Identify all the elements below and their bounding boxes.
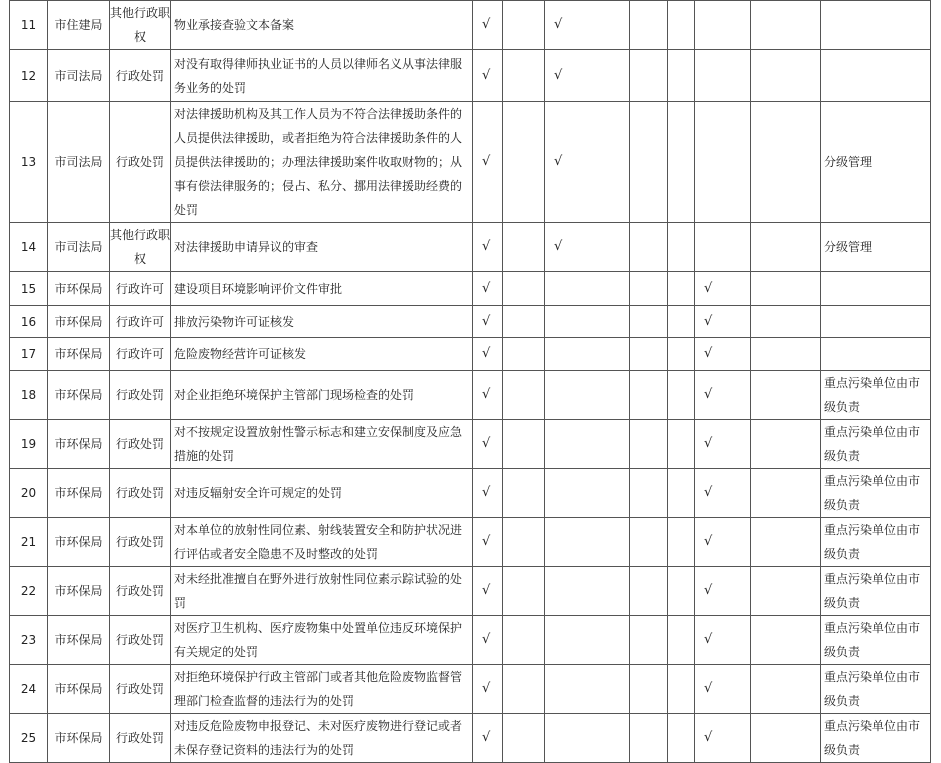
check-cell bbox=[545, 616, 630, 665]
item-name-cell: 排放污染物许可证核发 bbox=[171, 306, 473, 338]
department-cell: 市环保局 bbox=[48, 272, 110, 306]
remark-cell: 重点污染单位由市级负责 bbox=[821, 420, 931, 469]
check-cell bbox=[503, 223, 545, 272]
check-cell bbox=[503, 616, 545, 665]
check-cell bbox=[545, 567, 630, 616]
check-cell bbox=[473, 420, 503, 469]
department-cell: 市环保局 bbox=[48, 567, 110, 616]
check-cell bbox=[503, 665, 545, 714]
remark-cell: 重点污染单位由市级负责 bbox=[821, 714, 931, 763]
check-mark-icon: √ bbox=[704, 436, 713, 451]
table-row bbox=[10, 50, 931, 102]
check-mark-icon: √ bbox=[704, 583, 713, 598]
row-number: 12 bbox=[10, 50, 48, 102]
check-mark-icon: √ bbox=[704, 730, 713, 745]
check-cell bbox=[695, 371, 751, 420]
check-mark-icon: √ bbox=[704, 632, 713, 647]
check-cell bbox=[630, 223, 668, 272]
check-cell bbox=[668, 714, 695, 763]
item-name-cell: 对不按规定设置放射性警示标志和建立安保制度及应急措施的处罚 bbox=[171, 420, 473, 469]
remark-cell: 重点污染单位由市级负责 bbox=[821, 371, 931, 420]
item-name-cell: 对医疗卫生机构、医疗废物集中处置单位违反环境保护有关规定的处罚 bbox=[171, 616, 473, 665]
department-cell: 市司法局 bbox=[48, 50, 110, 102]
department-cell: 市环保局 bbox=[48, 420, 110, 469]
department-cell: 市环保局 bbox=[48, 338, 110, 371]
remark-cell: 分级管理 bbox=[821, 102, 931, 223]
check-cell bbox=[630, 338, 668, 371]
check-cell bbox=[668, 50, 695, 102]
department-cell: 市环保局 bbox=[48, 306, 110, 338]
check-cell bbox=[751, 371, 821, 420]
check-cell bbox=[695, 272, 751, 306]
check-mark-icon: √ bbox=[482, 154, 491, 169]
remark-cell: 重点污染单位由市级负责 bbox=[821, 469, 931, 518]
check-cell bbox=[630, 102, 668, 223]
check-cell bbox=[695, 50, 751, 102]
check-mark-icon: √ bbox=[482, 583, 491, 598]
check-cell bbox=[668, 1, 695, 50]
power-type-cell: 行政处罚 bbox=[110, 567, 171, 616]
table-row bbox=[10, 518, 931, 567]
table-row bbox=[10, 714, 931, 763]
check-cell bbox=[668, 102, 695, 223]
item-name-cell: 建设项目环境影响评价文件审批 bbox=[171, 272, 473, 306]
check-cell bbox=[630, 665, 668, 714]
table-row bbox=[10, 338, 931, 371]
check-cell bbox=[473, 272, 503, 306]
check-cell bbox=[668, 223, 695, 272]
check-mark-icon: √ bbox=[482, 681, 491, 696]
remark-cell bbox=[821, 338, 931, 371]
check-cell bbox=[751, 223, 821, 272]
check-cell bbox=[751, 469, 821, 518]
check-cell bbox=[751, 338, 821, 371]
check-mark-icon: √ bbox=[704, 681, 713, 696]
table-row bbox=[10, 616, 931, 665]
table-row bbox=[10, 469, 931, 518]
check-cell bbox=[751, 272, 821, 306]
check-cell bbox=[751, 518, 821, 567]
check-cell bbox=[503, 469, 545, 518]
table-row bbox=[10, 567, 931, 616]
department-cell: 市环保局 bbox=[48, 469, 110, 518]
department-cell: 市环保局 bbox=[48, 665, 110, 714]
table-row bbox=[10, 272, 931, 306]
check-cell bbox=[503, 102, 545, 223]
power-type-cell: 行政处罚 bbox=[110, 469, 171, 518]
check-cell bbox=[473, 338, 503, 371]
check-cell bbox=[630, 518, 668, 567]
check-cell bbox=[473, 306, 503, 338]
check-cell bbox=[630, 714, 668, 763]
check-mark-icon: √ bbox=[554, 239, 563, 254]
check-mark-icon: √ bbox=[704, 280, 713, 296]
check-cell bbox=[630, 469, 668, 518]
check-cell bbox=[503, 518, 545, 567]
check-mark-icon: √ bbox=[482, 632, 491, 647]
power-type-cell: 行政处罚 bbox=[110, 714, 171, 763]
table-row bbox=[10, 306, 931, 338]
power-type-cell: 行政许可 bbox=[110, 272, 171, 306]
check-cell bbox=[695, 518, 751, 567]
row-number: 20 bbox=[10, 469, 48, 518]
remark-cell bbox=[821, 50, 931, 102]
row-number: 16 bbox=[10, 306, 48, 338]
power-type-cell: 行政处罚 bbox=[110, 371, 171, 420]
item-name-cell: 物业承接查验文本备案 bbox=[171, 1, 473, 50]
check-cell bbox=[695, 420, 751, 469]
check-cell bbox=[751, 665, 821, 714]
check-cell bbox=[695, 306, 751, 338]
check-cell bbox=[473, 469, 503, 518]
check-cell bbox=[503, 272, 545, 306]
check-cell bbox=[503, 50, 545, 102]
check-cell bbox=[695, 338, 751, 371]
check-mark-icon: √ bbox=[482, 67, 491, 83]
check-cell bbox=[751, 420, 821, 469]
item-name-cell: 对法律援助机构及其工作人员为不符合法律援助条件的人员提供法律援助，或者拒绝为符合法律援助条件的人员提供法律援助的；办理法律援助案件收取财物的；从事有偿法律服务的；侵占、私分、挪用法律援助经费的处罚 bbox=[171, 102, 473, 223]
check-cell bbox=[751, 616, 821, 665]
check-cell bbox=[668, 616, 695, 665]
remark-cell bbox=[821, 306, 931, 338]
check-cell bbox=[503, 420, 545, 469]
check-cell bbox=[695, 1, 751, 50]
row-number: 17 bbox=[10, 338, 48, 371]
row-number: 25 bbox=[10, 714, 48, 763]
check-cell bbox=[545, 420, 630, 469]
power-type-cell: 其他行政职权 bbox=[110, 1, 171, 50]
check-mark-icon: √ bbox=[704, 387, 713, 402]
check-cell bbox=[668, 567, 695, 616]
check-cell bbox=[503, 567, 545, 616]
department-cell: 市环保局 bbox=[48, 714, 110, 763]
item-name-cell: 对没有取得律师执业证书的人员以律师名义从事法律服务业务的处罚 bbox=[171, 50, 473, 102]
check-cell bbox=[695, 665, 751, 714]
check-cell bbox=[668, 518, 695, 567]
check-cell bbox=[473, 518, 503, 567]
department-cell: 市环保局 bbox=[48, 616, 110, 665]
table-row bbox=[10, 371, 931, 420]
row-number: 24 bbox=[10, 665, 48, 714]
check-mark-icon: √ bbox=[482, 485, 491, 500]
check-cell bbox=[473, 371, 503, 420]
department-cell: 市司法局 bbox=[48, 102, 110, 223]
item-name-cell: 对本单位的放射性同位素、射线装置安全和防护状况进行评估或者安全隐患不及时整改的处罚 bbox=[171, 518, 473, 567]
check-cell bbox=[751, 102, 821, 223]
check-mark-icon: √ bbox=[554, 17, 563, 32]
table-row bbox=[10, 1, 931, 50]
check-mark-icon: √ bbox=[704, 313, 713, 329]
power-type-cell: 行政处罚 bbox=[110, 102, 171, 223]
check-cell bbox=[751, 50, 821, 102]
power-type-cell: 行政处罚 bbox=[110, 518, 171, 567]
power-type-cell: 行政许可 bbox=[110, 338, 171, 371]
power-type-cell: 行政许可 bbox=[110, 306, 171, 338]
check-mark-icon: √ bbox=[482, 730, 491, 745]
check-cell bbox=[668, 306, 695, 338]
check-cell bbox=[545, 223, 630, 272]
check-cell bbox=[695, 616, 751, 665]
check-cell bbox=[545, 102, 630, 223]
table-body bbox=[10, 1, 931, 763]
item-name-cell: 对企业拒绝环境保护主管部门现场检查的处罚 bbox=[171, 371, 473, 420]
check-cell bbox=[751, 567, 821, 616]
power-type-cell: 行政处罚 bbox=[110, 420, 171, 469]
check-cell bbox=[503, 306, 545, 338]
check-mark-icon: √ bbox=[704, 534, 713, 549]
check-cell bbox=[668, 338, 695, 371]
check-mark-icon: √ bbox=[482, 313, 491, 329]
check-cell bbox=[695, 469, 751, 518]
check-cell bbox=[545, 665, 630, 714]
item-name-cell: 危险废物经营许可证核发 bbox=[171, 338, 473, 371]
check-cell bbox=[630, 616, 668, 665]
check-cell bbox=[473, 1, 503, 50]
remark-cell bbox=[821, 1, 931, 50]
table-row bbox=[10, 102, 931, 223]
department-cell: 市环保局 bbox=[48, 371, 110, 420]
check-cell bbox=[503, 714, 545, 763]
check-cell bbox=[630, 420, 668, 469]
check-cell bbox=[473, 714, 503, 763]
check-cell bbox=[695, 102, 751, 223]
table-row bbox=[10, 665, 931, 714]
check-cell bbox=[630, 371, 668, 420]
check-mark-icon: √ bbox=[482, 534, 491, 549]
check-cell bbox=[630, 567, 668, 616]
row-number: 18 bbox=[10, 371, 48, 420]
check-cell bbox=[751, 306, 821, 338]
power-type-cell: 行政处罚 bbox=[110, 50, 171, 102]
row-number: 13 bbox=[10, 102, 48, 223]
department-cell: 市环保局 bbox=[48, 518, 110, 567]
power-type-cell: 行政处罚 bbox=[110, 616, 171, 665]
check-cell bbox=[668, 469, 695, 518]
check-cell bbox=[473, 616, 503, 665]
check-cell bbox=[545, 371, 630, 420]
check-mark-icon: √ bbox=[482, 387, 491, 402]
check-cell bbox=[695, 567, 751, 616]
row-number: 23 bbox=[10, 616, 48, 665]
check-cell bbox=[668, 371, 695, 420]
remark-cell: 重点污染单位由市级负责 bbox=[821, 518, 931, 567]
remark-cell: 重点污染单位由市级负责 bbox=[821, 665, 931, 714]
check-cell bbox=[545, 714, 630, 763]
item-name-cell: 对未经批准擅自在野外进行放射性同位素示踪试验的处罚 bbox=[171, 567, 473, 616]
check-cell bbox=[668, 272, 695, 306]
check-mark-icon: √ bbox=[554, 154, 563, 169]
remark-cell: 分级管理 bbox=[821, 223, 931, 272]
check-cell bbox=[473, 50, 503, 102]
power-type-cell: 其他行政职权 bbox=[110, 223, 171, 272]
check-cell bbox=[503, 371, 545, 420]
department-cell: 市司法局 bbox=[48, 223, 110, 272]
check-cell bbox=[503, 338, 545, 371]
check-cell bbox=[545, 306, 630, 338]
department-cell: 市住建局 bbox=[48, 1, 110, 50]
check-cell bbox=[668, 665, 695, 714]
check-cell bbox=[545, 469, 630, 518]
check-mark-icon: √ bbox=[554, 67, 563, 83]
check-mark-icon: √ bbox=[482, 17, 491, 32]
check-mark-icon: √ bbox=[482, 346, 491, 361]
row-number: 22 bbox=[10, 567, 48, 616]
remark-cell bbox=[821, 272, 931, 306]
item-name-cell: 对违反危险废物申报登记、未对医疗废物进行登记或者未保存登记资料的违法行为的处罚 bbox=[171, 714, 473, 763]
check-cell bbox=[751, 1, 821, 50]
check-cell bbox=[695, 714, 751, 763]
check-cell bbox=[630, 50, 668, 102]
check-mark-icon: √ bbox=[482, 436, 491, 451]
check-cell bbox=[545, 1, 630, 50]
check-cell bbox=[695, 223, 751, 272]
check-cell bbox=[630, 1, 668, 50]
check-cell bbox=[473, 665, 503, 714]
table-row bbox=[10, 223, 931, 272]
table-row bbox=[10, 420, 931, 469]
check-cell bbox=[630, 272, 668, 306]
check-cell bbox=[473, 102, 503, 223]
power-list-table bbox=[9, 0, 931, 763]
check-mark-icon: √ bbox=[482, 280, 491, 296]
row-number: 19 bbox=[10, 420, 48, 469]
row-number: 11 bbox=[10, 1, 48, 50]
check-cell bbox=[473, 223, 503, 272]
check-cell bbox=[545, 338, 630, 371]
item-name-cell: 对法律援助申请异议的审查 bbox=[171, 223, 473, 272]
check-cell bbox=[751, 714, 821, 763]
check-cell bbox=[668, 420, 695, 469]
check-mark-icon: √ bbox=[704, 346, 713, 361]
row-number: 14 bbox=[10, 223, 48, 272]
row-number: 15 bbox=[10, 272, 48, 306]
remark-cell: 重点污染单位由市级负责 bbox=[821, 616, 931, 665]
remark-cell: 重点污染单位由市级负责 bbox=[821, 567, 931, 616]
check-cell bbox=[503, 1, 545, 50]
item-name-cell: 对违反辐射安全许可规定的处罚 bbox=[171, 469, 473, 518]
check-cell bbox=[545, 50, 630, 102]
item-name-cell: 对拒绝环境保护行政主管部门或者其他危险废物监督管理部门检查监督的违法行为的处罚 bbox=[171, 665, 473, 714]
check-cell bbox=[630, 306, 668, 338]
check-mark-icon: √ bbox=[704, 485, 713, 500]
check-mark-icon: √ bbox=[482, 239, 491, 254]
check-cell bbox=[473, 567, 503, 616]
row-number: 21 bbox=[10, 518, 48, 567]
check-cell bbox=[545, 272, 630, 306]
check-cell bbox=[545, 518, 630, 567]
power-type-cell: 行政处罚 bbox=[110, 665, 171, 714]
